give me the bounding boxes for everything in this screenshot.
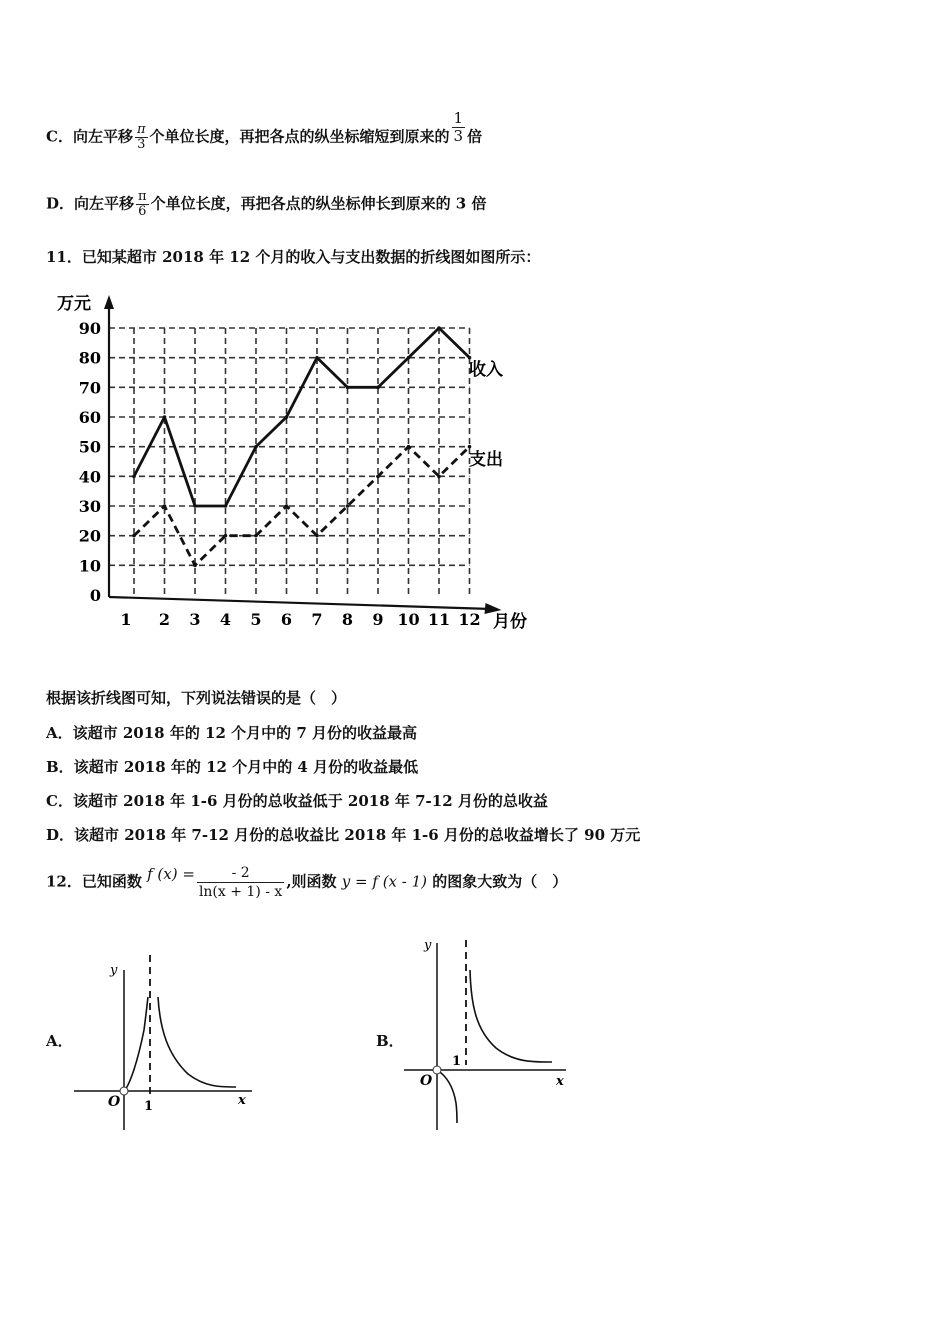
series-0-point-4	[224, 504, 228, 508]
graph-a-left-branch	[124, 997, 148, 1091]
x-tick-3: 3	[189, 610, 201, 629]
series-1-point-8	[346, 504, 350, 508]
x-tick-2: 2	[158, 610, 171, 629]
chart-grid	[109, 328, 470, 595]
option-d-label: D．向左平移	[46, 194, 135, 213]
function-g: y = f (x - 1)	[341, 872, 428, 891]
x-tick-11: 11	[427, 610, 451, 629]
function-f: f (x) =	[147, 864, 195, 883]
y-axis-label: 万元	[57, 294, 91, 314]
graph-a-x-label: x	[238, 1093, 246, 1108]
graph-a-one-label: 1	[144, 1099, 154, 1114]
y-axis-arrow	[104, 295, 114, 309]
graph-a-origin-label: O	[108, 1094, 121, 1110]
x-axis	[109, 597, 492, 609]
series-1-point-12	[468, 445, 472, 449]
series-0-point-8	[346, 386, 350, 390]
series-1-point-3	[193, 564, 197, 568]
series-0-point-2	[163, 415, 167, 419]
chart-ticks	[79, 319, 481, 629]
option-c-tail: 倍	[467, 127, 483, 146]
q11-option-d: D．该超市 2018 年 7-12 月份的总收益比 2018 年 1-6 月份的总收益增长了 90 万元	[46, 826, 641, 844]
q12-suffix: 的图象大致为（ ）	[432, 872, 568, 891]
legend-expense: 支出	[469, 450, 503, 470]
graph-a-origin	[120, 1087, 128, 1095]
series-1-point-5	[254, 534, 258, 538]
option-c-label: C．向左平移	[46, 127, 133, 146]
q11-stem: 11．已知某超市 2018 年 12 个月的收入与支出数据的折线图如图所示：	[46, 248, 541, 266]
series-0-point-6	[285, 415, 289, 419]
series-1-point-11	[437, 475, 441, 479]
y-tick-90: 90	[78, 319, 101, 338]
graph-b	[400, 935, 600, 1135]
chart-axes	[104, 295, 502, 614]
y-tick-10: 10	[78, 556, 101, 576]
y-tick-20: 20	[78, 526, 101, 546]
y-tick-0: 0	[89, 586, 101, 605]
graph-b-label: B．	[376, 1032, 404, 1050]
y-tick-60: 60	[78, 408, 101, 427]
series-0-point-3	[193, 504, 197, 508]
fraction-pi-over-6: $\frac{\pi}{6}$	[138, 189, 147, 219]
graph-a	[70, 940, 270, 1140]
series-1-point-9	[376, 475, 380, 479]
option-c	[46, 109, 483, 155]
fraction-pi-over-3: $\frac{\pi}{3}$	[136, 122, 146, 152]
series-0-point-9	[376, 386, 380, 390]
x-axis-label: 月份	[493, 612, 527, 632]
y-tick-50: 50	[78, 437, 101, 457]
option-d-tail: 个单位长度，再把各点的纵坐标伸长到原来的 3 倍	[150, 194, 487, 213]
x-tick-12: 12	[458, 610, 481, 629]
series-0-point-1	[132, 475, 136, 479]
graph-b-right-branch	[470, 970, 552, 1062]
x-tick-9: 9	[372, 610, 384, 629]
graph-b-left-branch	[437, 1070, 457, 1123]
y-tick-80: 80	[78, 348, 101, 368]
y-tick-40: 40	[78, 467, 101, 487]
graph-b-y-label: y	[424, 938, 432, 953]
q11-option-b: B．该超市 2018 年的 12 个月中的 4 月份的收益最低	[46, 758, 419, 776]
series-1-point-7	[315, 534, 319, 538]
x-tick-5: 5	[250, 610, 262, 629]
q12-stem	[46, 864, 567, 901]
legend-income: 收入	[469, 360, 503, 380]
option-c-mid: 个单位长度，再把各点的纵坐标缩短到原来的	[149, 127, 450, 146]
graph-a-label: A．	[46, 1032, 73, 1050]
x-tick-8: 8	[341, 610, 354, 629]
q11-option-c: C．该超市 2018 年 1-6 月份的总收益低于 2018 年 7-12 月份的总收益	[46, 792, 548, 810]
x-tick-10: 10	[397, 610, 420, 629]
series-0-point-11	[437, 326, 441, 330]
y-tick-30: 30	[78, 497, 101, 516]
series-0-point-5	[254, 445, 258, 449]
graph-b-origin-label: O	[420, 1073, 433, 1089]
series-1-point-1	[132, 534, 136, 538]
graph-a-y-label: y	[110, 963, 118, 978]
y-tick-70: 70	[78, 378, 101, 398]
option-d	[46, 190, 486, 219]
x-tick-4: 4	[219, 610, 232, 629]
series-0-point-7	[315, 356, 319, 360]
graph-b-x-label: x	[556, 1074, 564, 1089]
graph-a-right-branch	[158, 997, 236, 1087]
series-0-point-10	[407, 356, 411, 360]
graph-b-one-label: 1	[452, 1054, 462, 1069]
q11-question: 根据该折线图可知，下列说法错误的是（ ）	[46, 689, 347, 707]
fraction-1-over-3: $\frac{1}{3}$	[453, 109, 464, 145]
x-tick-1: 1	[120, 610, 132, 629]
graph-b-origin	[433, 1066, 441, 1074]
q12-middle: ,则函数	[286, 872, 337, 891]
q11-option-a: A．该超市 2018 年的 12 个月中的 7 月份的收益最高	[46, 724, 418, 742]
function-f-fraction: $\frac{- 2}{\ln(x + 1) - x}$	[198, 865, 283, 900]
q12-prefix: 12．已知函数	[46, 872, 142, 891]
x-tick-7: 7	[311, 610, 323, 629]
series-1-point-2	[163, 504, 167, 508]
line-chart	[45, 285, 545, 645]
series-0-point-12	[468, 356, 472, 360]
series-1-point-6	[285, 504, 289, 508]
series-1-point-10	[407, 445, 411, 449]
series-1-point-4	[224, 534, 228, 538]
x-tick-6: 6	[280, 610, 293, 629]
